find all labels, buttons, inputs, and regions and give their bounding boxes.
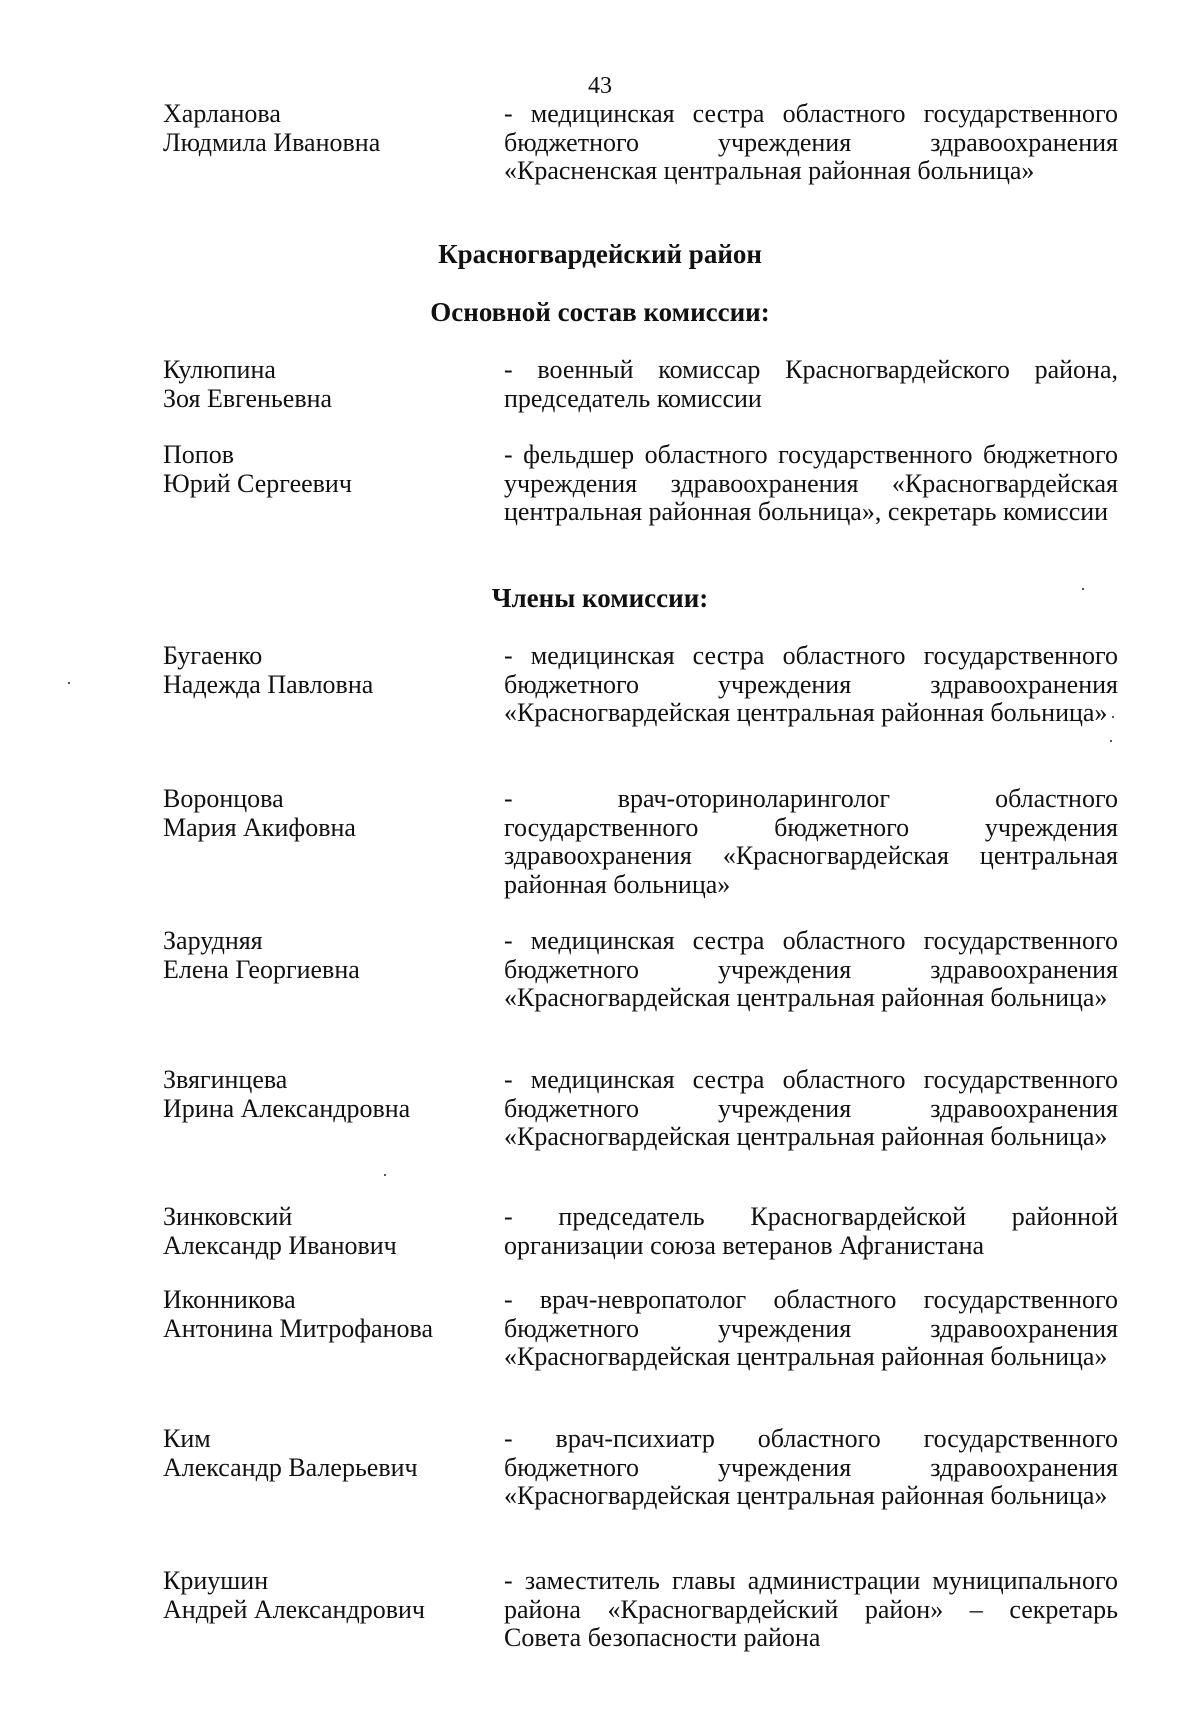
district-heading: Красногвардейский район (438, 239, 762, 269)
member-given-names: Людмила Ивановна (163, 127, 381, 157)
member-given-names: Зоя Евгеньевна (163, 383, 333, 413)
member-name (163, 1203, 483, 1260)
member-given-names: Мария Акифовна (163, 812, 356, 842)
scan-speck (1082, 588, 1084, 590)
member-role: - медицинская сестра областного государственного бюджетного учреждения здравоохранения «Красногвардейская центральная районная больница» (504, 926, 1118, 1012)
member-name (163, 927, 483, 984)
member-role: - врач-психиатр областного государственного бюджетного учреждения здравоохранения «Красногвардейская центральная районная больница» (504, 1424, 1118, 1510)
member-role: - медицинская сестра областного государственного бюджетного учреждения здравоохранения «Красногвардейская центральная районная больница» (504, 641, 1118, 727)
scan-speck (1110, 740, 1112, 742)
member-given-names: Александр Валерьевич (163, 1452, 418, 1482)
scan-speck (68, 682, 70, 684)
member-name (163, 441, 483, 498)
member-name (163, 1425, 483, 1482)
member-surname: Ким (163, 1424, 211, 1453)
member-surname: Бугаенко (163, 641, 263, 670)
member-given-names: Андрей Александрович (163, 1594, 425, 1624)
member-role: - медицинская сестра областного государственного бюджетного учреждения здравоохранения «Красногвардейская центральная районная больница» (504, 1065, 1118, 1151)
member-surname: Криушин (163, 1566, 269, 1595)
member-name (163, 1286, 483, 1343)
member-role: - заместитель главы администрации муниципального района «Красногвардейский район» – секретарь Совета безопасности района (504, 1566, 1118, 1652)
member-surname: Кулюпина (163, 355, 276, 384)
member-role: - председатель Красногвардейской районной организации союза ветеранов Афганистана (504, 1202, 1118, 1260)
member-name (163, 785, 483, 842)
scan-speck (384, 1174, 386, 1176)
member-surname: Попов (163, 440, 234, 469)
members-heading: Члены комиссии: (491, 583, 709, 613)
member-surname: Иконникова (163, 1285, 296, 1314)
member-name (163, 356, 483, 413)
member-given-names: Юрий Сергеевич (163, 468, 352, 498)
member-role: - фельдшер областного государственного бюджетного учреждения здравоохранения «Красногвардейская центральная районная больница», секретарь комиссии (504, 440, 1118, 526)
member-name (163, 642, 483, 699)
scan-speck (1112, 716, 1114, 718)
member-given-names: Александр Иванович (163, 1230, 397, 1260)
member-surname: Зарудняя (163, 926, 263, 955)
member-given-names: Елена Георгиевна (163, 954, 360, 984)
main-composition-heading: Основной состав комиссии: (430, 297, 770, 327)
member-surname: Зинковский (163, 1202, 293, 1231)
member-name (163, 100, 483, 157)
member-surname: Харланова (163, 99, 281, 128)
member-name (163, 1066, 483, 1123)
member-role: - медицинская сестра областного государственного бюджетного учреждения здравоохранения «Красненская центральная районная больница» (504, 99, 1118, 185)
member-surname: Воронцова (163, 784, 284, 813)
member-given-names: Ирина Александровна (163, 1093, 411, 1123)
member-role: - врач-оториноларинголог областного государственного бюджетного учреждения здравоохранения «Красногвардейская центральная районная больница» (504, 784, 1118, 899)
member-name (163, 1567, 483, 1624)
member-role: - врач-невропатолог областного государственного бюджетного учреждения здравоохранения «Красногвардейская центральная районная больница» (504, 1285, 1118, 1371)
member-given-names: Надежда Павловна (163, 669, 374, 699)
member-given-names: Антонина Митрофанова (163, 1313, 433, 1343)
member-surname: Звягинцева (163, 1065, 288, 1094)
page-number: 43 (588, 73, 612, 99)
member-role: - военный комиссар Красногвардейского района, председатель комиссии (504, 355, 1118, 413)
